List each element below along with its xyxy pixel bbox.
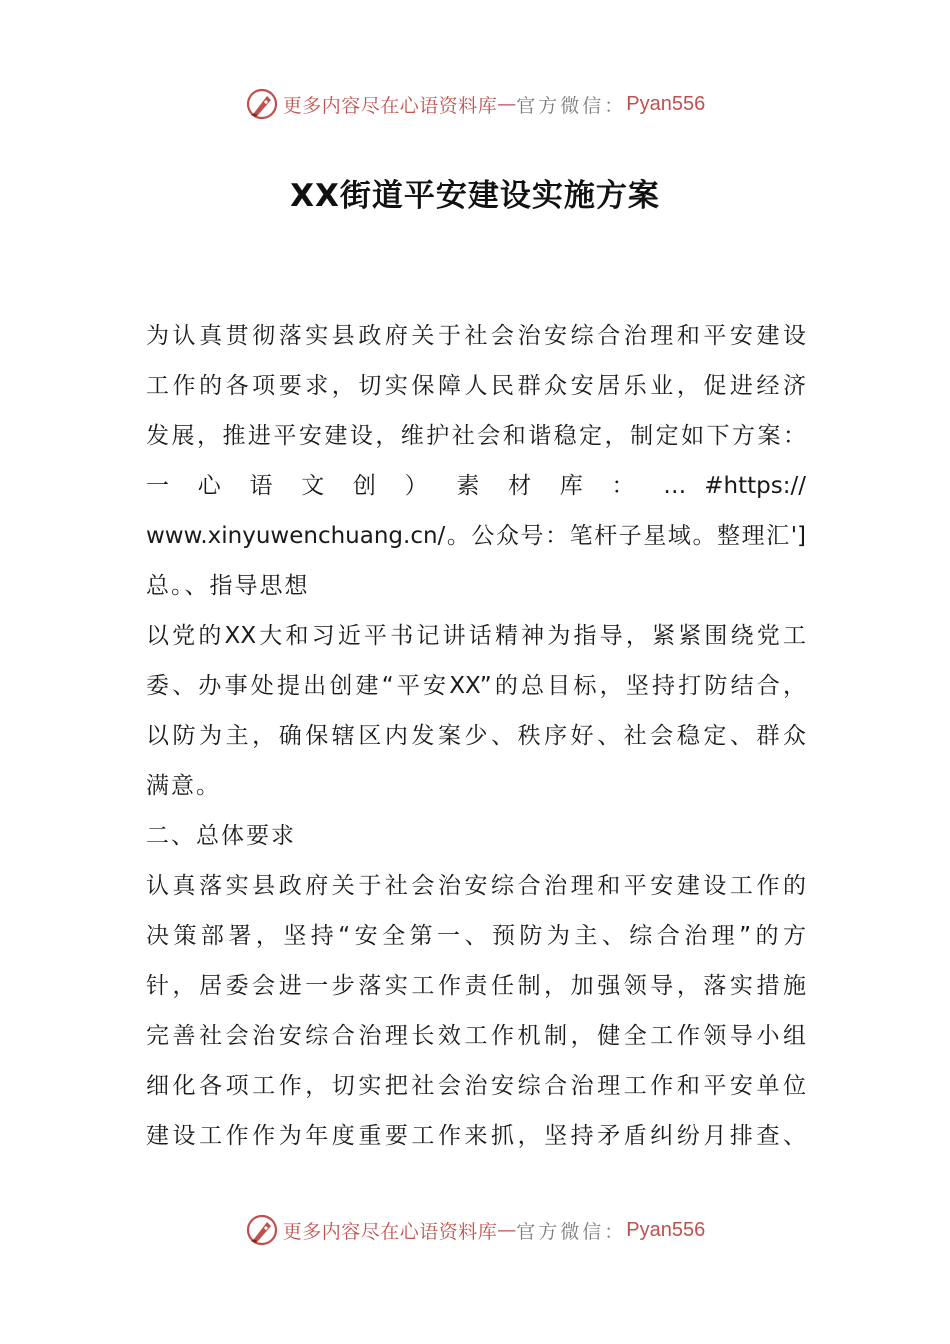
body-line: 以党的XX大和习近平书记讲话精神为指导，紧紧围绕党工	[146, 623, 806, 649]
footer-watermark	[0, 1210, 950, 1250]
body-line: 建设工作作为年度重要工作来抓，坚持矛盾纠纷月排查、	[146, 1123, 806, 1149]
body-line: 完善社会治安综合治理长效工作机制，健全工作领导小组	[146, 1023, 806, 1049]
body-line: 发展，推进平安建设，维护社会和谐稳定，制定如下方案：	[146, 423, 806, 449]
document-body	[146, 311, 806, 1161]
body-line: 细化各项工作，切实把社会治安综合治理工作和平安单位	[146, 1073, 806, 1099]
watermark-brand: 更多内容尽在心语资料库	[282, 94, 498, 117]
watermark-dash: —	[497, 1219, 517, 1241]
section-heading: 总。、指导思想	[146, 573, 310, 599]
body-line: 委、办事处提出创建“平安XX”的总目标，坚持打防结合，	[146, 673, 806, 699]
watermark-official: 官方微信：	[516, 1220, 627, 1243]
watermark-official: 官方微信：	[516, 94, 627, 117]
watermark-dash: —	[497, 93, 517, 115]
watermark-id: Pyan556	[626, 92, 706, 115]
watermark-brand: 更多内容尽在心语资料库	[282, 1220, 498, 1243]
body-line: 针，居委会进一步落实工作责任制，加强领导，落实措施	[146, 973, 806, 999]
document-title: XX街道平安建设实施方案	[290, 178, 660, 214]
watermark-id: Pyan556	[626, 1218, 706, 1241]
pen-nib-logo-icon	[245, 1213, 279, 1247]
section-heading: 二、总体要求	[146, 823, 296, 849]
body-line: 为认真贯彻落实县政府关于社会治安综合治理和平安建设	[146, 323, 806, 349]
body-line: 以防为主，确保辖区内发案少、秩序好、社会稳定、群众	[146, 723, 806, 749]
pen-nib-logo-icon	[245, 87, 279, 121]
body-line: 工作的各项要求，切实保障人民群众安居乐业，促进经济	[146, 373, 806, 399]
body-line: www.xinyuwenchuang.cn/。公众号：笔杆子星域。整理汇']	[146, 523, 806, 549]
body-line: 满意。	[146, 773, 221, 799]
body-line: 决策部署，坚持“安全第一、预防为主、综合治理”的方	[146, 923, 806, 949]
body-line: 认真落实县政府关于社会治安综合治理和平安建设工作的	[146, 873, 806, 899]
body-line: 一 心 语 文 创 ） 素 材 库 ： … #https://	[146, 473, 806, 499]
header-watermark	[0, 84, 950, 124]
